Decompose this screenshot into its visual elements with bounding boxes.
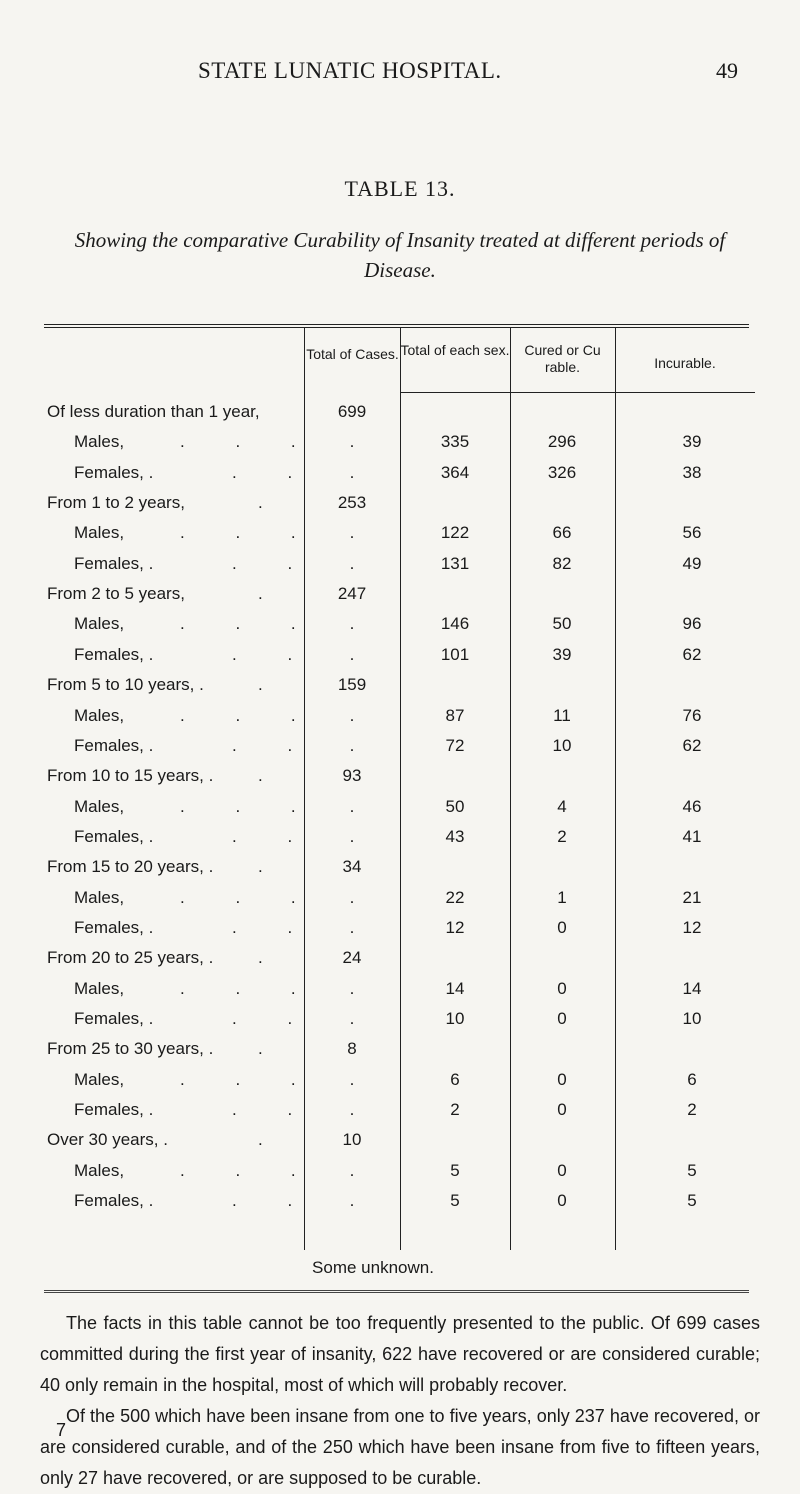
empty-cell-dot: . xyxy=(349,1160,355,1180)
empty-cell-dot: . xyxy=(349,917,355,937)
leader-dots: . . . xyxy=(180,978,319,998)
cell-incurable: 39 xyxy=(682,432,702,452)
leader-dots: . . . xyxy=(180,1160,319,1180)
cell-total-sex: 364 xyxy=(440,462,470,482)
cell-total-cases: 253 xyxy=(337,493,367,513)
empty-cell-dot: . xyxy=(349,705,355,725)
empty-cell-dot: . xyxy=(349,553,355,573)
page-header xyxy=(0,58,800,88)
row-label: Males, xyxy=(74,796,125,816)
top-rule xyxy=(44,324,749,328)
signature-mark: 7 xyxy=(56,1420,67,1440)
cell-incurable: 12 xyxy=(682,917,702,937)
header-rule xyxy=(400,392,755,393)
empty-cell-dot: . xyxy=(349,735,355,755)
leader-dots: . . . xyxy=(180,432,319,452)
leader-dots: . . xyxy=(232,553,316,573)
cell-cured: 0 xyxy=(557,978,567,998)
leader-dots: . xyxy=(258,1130,286,1150)
empty-cell-dot: . xyxy=(349,978,355,998)
cell-total-cases: 699 xyxy=(337,402,367,421)
cell-cured: 66 xyxy=(552,523,572,543)
cell-cured: 0 xyxy=(557,1160,567,1180)
empty-cell-dot: . xyxy=(349,1191,355,1211)
page-number: 49 xyxy=(716,58,738,83)
row-label: Females, . xyxy=(74,1100,154,1120)
leader-dots: . xyxy=(258,493,286,513)
cell-total-sex: 5 xyxy=(450,1160,460,1180)
cell-cured: 4 xyxy=(557,796,567,816)
row-label: Males, xyxy=(74,705,125,725)
cell-total-sex: 131 xyxy=(440,553,470,573)
row-label: From 1 to 2 years, xyxy=(47,493,185,513)
empty-cell-dot: . xyxy=(349,796,355,816)
cell-total-sex: 50 xyxy=(445,796,465,816)
row-label: Females, . xyxy=(74,826,154,846)
cell-incurable: 76 xyxy=(682,705,702,725)
leader-dots: . xyxy=(258,675,286,695)
leader-dots: . . xyxy=(232,735,316,755)
cell-incurable: 2 xyxy=(687,1100,697,1120)
col-divider-4 xyxy=(615,328,616,1250)
row-label: From 20 to 25 years, . xyxy=(47,948,214,968)
running-title: STATE LUNATIC HOSPITAL. xyxy=(198,58,502,83)
row-label: From 10 to 15 years, . xyxy=(47,766,214,786)
cell-cured: 296 xyxy=(547,432,577,452)
row-label: Females, . xyxy=(74,1191,154,1211)
leader-dots: . . xyxy=(232,826,316,846)
leader-dots: . . xyxy=(232,1100,316,1120)
leader-dots: . . xyxy=(232,644,316,664)
table-caption: Showing the comparative Curability of Insanity treated at different periods of Disease. xyxy=(74,228,726,282)
row-label: From 25 to 30 years, . xyxy=(47,1039,214,1059)
leader-dots: . xyxy=(258,857,286,877)
cell-total-sex: 14 xyxy=(445,978,465,998)
leader-dots: . . xyxy=(232,1191,316,1211)
cell-cured: 0 xyxy=(557,1191,567,1211)
leader-dots: . xyxy=(258,948,286,968)
col-header-cured: Cured or Cu rable. xyxy=(524,342,601,375)
leader-dots: . . . xyxy=(180,796,319,816)
cell-cured: 0 xyxy=(557,917,567,937)
table-footnote: Some unknown. xyxy=(312,1258,434,1277)
leader-dots: . . . xyxy=(180,887,319,907)
empty-cell-dot: . xyxy=(349,887,355,907)
row-label: From 15 to 20 years, . xyxy=(47,857,214,877)
row-label: Females, . xyxy=(74,644,154,664)
cell-incurable: 21 xyxy=(682,887,702,907)
empty-cell-dot: . xyxy=(349,1069,355,1089)
leader-dots: . xyxy=(258,584,286,604)
row-label: Males, xyxy=(74,614,125,634)
cell-total-sex: 2 xyxy=(450,1100,460,1120)
row-label: Females, . xyxy=(74,462,154,482)
cell-incurable: 96 xyxy=(682,614,702,634)
leader-dots: . xyxy=(258,766,286,786)
cell-total-sex: 43 xyxy=(445,826,465,846)
cell-total-sex: 72 xyxy=(445,735,465,755)
cell-incurable: 5 xyxy=(687,1191,697,1211)
body-text xyxy=(40,1308,760,1494)
cell-incurable: 14 xyxy=(682,978,702,998)
empty-cell-dot: . xyxy=(349,644,355,664)
leader-dots: . . xyxy=(232,462,316,482)
leader-dots: . . . xyxy=(180,705,319,725)
cell-total-sex: 22 xyxy=(445,887,465,907)
cell-total-cases: 159 xyxy=(337,675,367,695)
cell-total-cases: 8 xyxy=(347,1039,357,1059)
empty-cell-dot: . xyxy=(349,523,355,543)
cell-cured: 0 xyxy=(557,1009,567,1028)
row-label: Males, xyxy=(74,1160,125,1180)
cell-incurable: 5 xyxy=(687,1160,697,1180)
cell-total-sex: 122 xyxy=(440,523,470,543)
empty-cell-dot: . xyxy=(349,1100,355,1120)
leader-dots: . . xyxy=(232,1009,316,1028)
empty-cell-dot: . xyxy=(349,614,355,634)
col-divider-3 xyxy=(510,328,511,1250)
row-label: Males, xyxy=(74,1069,125,1089)
cell-cured: 50 xyxy=(552,614,572,634)
cell-total-cases: 24 xyxy=(342,948,362,968)
cell-incurable: 46 xyxy=(682,796,702,816)
row-label: Males, xyxy=(74,887,125,907)
cell-total-sex: 10 xyxy=(445,1009,465,1028)
empty-cell-dot: . xyxy=(349,432,355,452)
cell-total-sex: 6 xyxy=(450,1069,460,1089)
col-header-total-sex: Total of each sex. xyxy=(400,342,510,358)
row-label: Over 30 years, . xyxy=(47,1130,168,1150)
leader-dots: . . . xyxy=(180,1069,319,1089)
paragraph: Of the 500 which have been insane from one to five years, only 237 have recovered, or are considered curable, and of the 250 which have been insane from five to fifteen years, only 27 have recovered, or are supposed to be curable. xyxy=(40,1406,760,1488)
cell-cured: 82 xyxy=(552,553,572,573)
cell-cured: 0 xyxy=(557,1100,567,1120)
cell-incurable: 6 xyxy=(687,1069,697,1089)
row-label: Of less duration than 1 year, xyxy=(47,402,260,421)
cell-total-sex: 12 xyxy=(445,917,465,937)
cell-total-cases: 93 xyxy=(342,766,362,786)
leader-dots: . . xyxy=(232,917,316,937)
empty-cell-dot: . xyxy=(349,462,355,482)
cell-total-sex: 5 xyxy=(450,1191,460,1211)
row-label: Females, . xyxy=(74,917,154,937)
cell-incurable: 56 xyxy=(682,523,702,543)
row-label: Females, . xyxy=(74,735,154,755)
paragraph: The facts in this table cannot be too frequently presented to the public. Of 699 cases committed during the first year of insanity, 622 have recovered or are considered curable; 40 only remain in the hospital, most of which will probably recover. xyxy=(40,1313,760,1395)
col-header-incurable: Incurable. xyxy=(654,355,716,371)
cell-total-cases: 247 xyxy=(337,584,367,604)
cell-incurable: 38 xyxy=(682,462,702,482)
empty-cell-dot: . xyxy=(349,826,355,846)
cell-cured: 1 xyxy=(557,887,567,907)
leader-dots: . xyxy=(258,1039,286,1059)
cell-cured: 39 xyxy=(552,644,572,664)
cell-cured: 2 xyxy=(557,826,567,846)
row-label: From 5 to 10 years, . xyxy=(47,675,204,695)
cell-cured: 10 xyxy=(552,735,572,755)
empty-cell-dot: . xyxy=(349,1009,355,1028)
cell-total-sex: 146 xyxy=(440,614,470,634)
row-label: Females, . xyxy=(74,1009,154,1028)
cell-total-sex: 87 xyxy=(445,705,465,725)
cell-cured: 11 xyxy=(553,705,571,725)
leader-dots: . . . xyxy=(180,614,319,634)
cell-incurable: 49 xyxy=(682,553,702,573)
cell-incurable: 10 xyxy=(682,1009,702,1028)
cell-incurable: 41 xyxy=(682,826,702,846)
row-label: Females, . xyxy=(74,553,154,573)
col-header-total-cases: Total of Cases. xyxy=(306,346,399,362)
row-label: Males, xyxy=(74,523,125,543)
cell-cured: 326 xyxy=(547,462,577,482)
bottom-rule xyxy=(44,1290,749,1293)
cell-cured: 0 xyxy=(557,1069,567,1089)
cell-incurable: 62 xyxy=(682,735,702,755)
row-label: Males, xyxy=(74,978,125,998)
cell-total-sex: 101 xyxy=(440,644,470,664)
col-divider-2 xyxy=(400,328,401,1250)
cell-total-cases: 10 xyxy=(342,1130,362,1150)
row-label: From 2 to 5 years, xyxy=(47,584,185,604)
cell-total-sex: 335 xyxy=(440,432,470,452)
leader-dots: . . . xyxy=(180,523,319,543)
cell-total-cases: 34 xyxy=(342,857,362,877)
row-label: Males, xyxy=(74,432,125,452)
table-title: TABLE 13. xyxy=(344,176,456,201)
cell-incurable: 62 xyxy=(682,644,702,664)
